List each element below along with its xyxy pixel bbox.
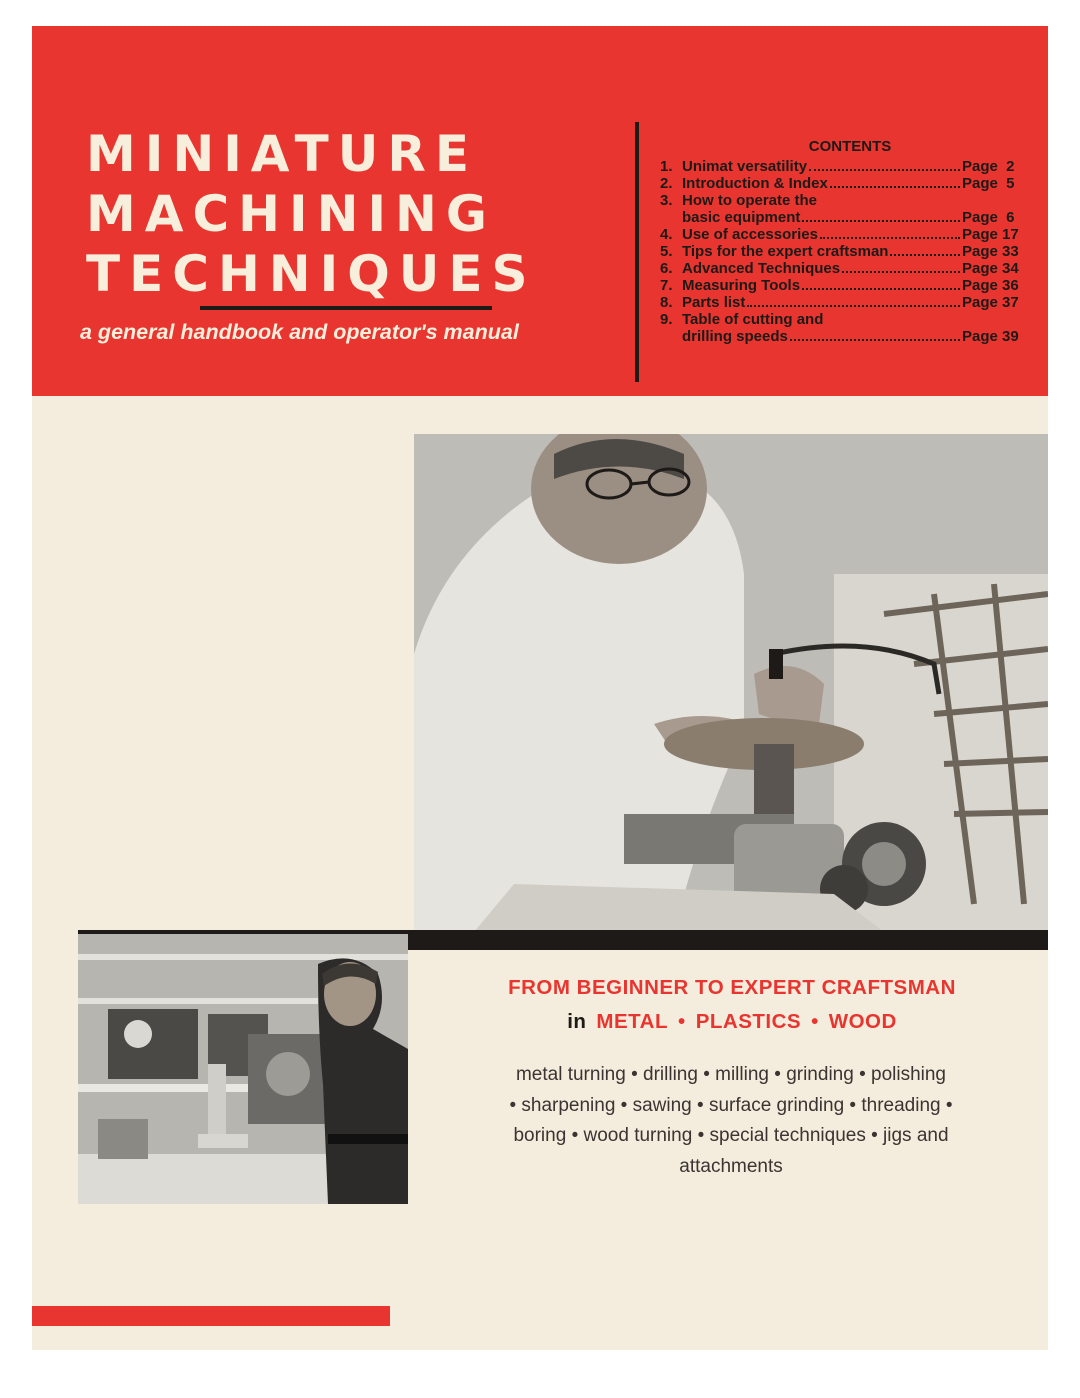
footer-red-strip bbox=[32, 1306, 390, 1326]
title-line-3: TECHNIQUES bbox=[86, 245, 537, 303]
title-line-1: MINIATURE bbox=[86, 125, 478, 183]
manual-cover bbox=[32, 26, 1048, 1350]
toc-title: How to operate the bbox=[682, 192, 818, 209]
material-bullet-1: • bbox=[678, 1010, 686, 1033]
toc-number: 4. bbox=[660, 226, 673, 243]
toc-page: Page 5 bbox=[962, 175, 1015, 192]
tagline-headline: FROM BEGINNER TO EXPERT CRAFTSMAN bbox=[508, 976, 956, 999]
toc-page: Page 34 bbox=[962, 260, 1019, 277]
toc-title: Table of cutting and bbox=[682, 311, 824, 328]
toc-page: Page 6 bbox=[962, 209, 1015, 226]
material-wood: WOOD bbox=[828, 1010, 897, 1033]
toc-entry bbox=[660, 192, 1020, 209]
toc-leader bbox=[747, 305, 960, 307]
cover-title bbox=[86, 124, 537, 304]
toc-title: Unimat versatility bbox=[682, 158, 808, 175]
toc-title-continued: basic equipment bbox=[682, 209, 801, 226]
toc-leader bbox=[802, 288, 960, 290]
title-underline bbox=[200, 306, 492, 310]
photo-workshop-illustration bbox=[78, 934, 408, 1204]
toc-page: Page 36 bbox=[962, 277, 1019, 294]
toc-title: Measuring Tools bbox=[682, 277, 801, 294]
contents-list bbox=[660, 138, 1020, 345]
title-line-2: MACHINING bbox=[86, 185, 496, 243]
topics-line-1: metal turning • drilling • milling • grinding • polishing bbox=[515, 1064, 947, 1085]
photo-student-drill-press bbox=[78, 934, 408, 1204]
toc-leader bbox=[790, 339, 960, 341]
material-bullet-2: • bbox=[811, 1010, 819, 1033]
toc-title: Tips for the expert craftsman bbox=[682, 243, 889, 260]
photo-craftsman-illustration bbox=[414, 434, 1048, 932]
toc-entry-continued bbox=[660, 328, 1020, 345]
toc-title: Advanced Techniques bbox=[682, 260, 841, 277]
toc-title-continued: drilling speeds bbox=[682, 328, 788, 345]
toc-leader bbox=[842, 271, 960, 273]
photo-craftsman-scroll-saw bbox=[414, 434, 1048, 932]
toc-number: 7. bbox=[660, 277, 673, 294]
toc-leader bbox=[830, 186, 960, 188]
material-metal: METAL bbox=[596, 1010, 668, 1033]
topics-line-3: boring • wood turning • special techniques • jigs and bbox=[513, 1125, 949, 1146]
toc-number: 3. bbox=[660, 192, 673, 209]
toc-leader bbox=[809, 169, 960, 171]
toc-number: 9. bbox=[660, 311, 673, 328]
tagline-in: in bbox=[567, 1010, 587, 1033]
toc-rows bbox=[660, 158, 1020, 345]
toc-entry bbox=[660, 243, 1020, 260]
toc-number: 6. bbox=[660, 260, 673, 277]
toc-entry-continued bbox=[660, 209, 1020, 226]
toc-page: Page 37 bbox=[962, 294, 1019, 311]
toc-entry bbox=[660, 260, 1020, 277]
toc-leader bbox=[820, 237, 960, 239]
toc-title: Parts list bbox=[682, 294, 746, 311]
toc-page: Page 39 bbox=[962, 328, 1019, 345]
toc-entry bbox=[660, 175, 1020, 192]
toc-page: Page 2 bbox=[962, 158, 1015, 175]
contents-heading: CONTENTS bbox=[808, 138, 892, 155]
toc-title: Introduction & Index bbox=[682, 175, 828, 192]
toc-leader bbox=[890, 254, 960, 256]
toc-leader bbox=[802, 220, 960, 222]
toc-page: Page 33 bbox=[962, 243, 1019, 260]
toc-number: 5. bbox=[660, 243, 673, 260]
toc-entry bbox=[660, 311, 1020, 328]
topics-line-4: attachments bbox=[679, 1155, 783, 1177]
toc-title: Use of accessories bbox=[682, 226, 818, 243]
toc-number: 1. bbox=[660, 158, 673, 175]
cover-subtitle: a general handbook and operator's manual bbox=[80, 320, 519, 344]
toc-entry bbox=[660, 277, 1020, 294]
toc-page: Page 17 bbox=[962, 226, 1019, 243]
material-plastics: PLASTICS bbox=[695, 1010, 802, 1033]
topics-list bbox=[446, 1060, 1016, 1182]
toc-entry bbox=[660, 158, 1020, 175]
banner-divider bbox=[635, 122, 639, 382]
tagline-materials bbox=[422, 1010, 1042, 1034]
toc-number: 2. bbox=[660, 175, 673, 192]
topics-line-2: • sharpening • sawing • surface grinding • threading • bbox=[509, 1094, 953, 1116]
toc-entry bbox=[660, 294, 1020, 311]
toc-number: 8. bbox=[660, 294, 673, 311]
toc-entry bbox=[660, 226, 1020, 243]
title-banner bbox=[32, 26, 1048, 396]
